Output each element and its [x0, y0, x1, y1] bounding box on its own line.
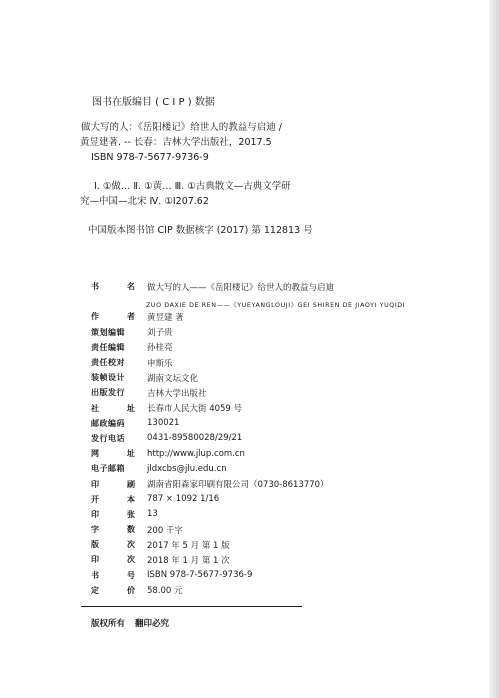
spec-row — [91, 325, 391, 340]
spec-row — [91, 370, 391, 385]
spec-row — [91, 309, 391, 324]
spec-label — [91, 311, 135, 322]
spec-label-char: 开 — [91, 493, 99, 504]
spec-label-char: 名 — [127, 281, 135, 292]
spec-value: 孙桂亮 — [147, 343, 173, 354]
spec-row — [91, 537, 391, 552]
spec-label-char: 刷 — [127, 478, 135, 489]
spec-value: 湖南文坛文化 — [147, 373, 199, 384]
spec-row — [91, 507, 391, 522]
title-pinyin: ZUO DAXIE DE REN——《YUEYANGLOUJI》GEI SHIREN DE JIAOYI YUQIDI — [146, 302, 406, 309]
divider-rule — [81, 606, 302, 607]
spec-value: 13 — [147, 509, 158, 520]
spec-label: 邮政编码 — [91, 417, 125, 428]
cip-entry-title: 做大写的人：《岳阳楼记》给世人的教益与启迪 / — [81, 122, 282, 133]
spec-value: 2017 年 5 月 第 1 版 — [147, 540, 230, 551]
spec-label — [91, 494, 135, 505]
spec-label-char: 社 — [91, 402, 99, 413]
spec-value: 吉林大学出版社 — [147, 388, 207, 399]
spec-row — [91, 552, 391, 567]
spec-label-char: 者 — [127, 311, 135, 322]
spec-row — [91, 431, 391, 446]
spec-label: 电子邮箱 — [91, 463, 125, 474]
spec-row — [91, 340, 391, 355]
spec-value: jldxcbs@jlu.edu.cn — [147, 463, 227, 474]
spec-row — [91, 568, 391, 583]
rights-reserved: 版权所有 — [91, 619, 126, 629]
spec-label-char: 址 — [127, 448, 135, 459]
page-edge-shadow — [489, 0, 499, 698]
spec-value: 130021 — [147, 418, 180, 429]
spec-value: 787 × 1092 1/16 — [147, 494, 220, 505]
spec-label-char: 网 — [91, 448, 99, 459]
spec-label-char: 定 — [91, 584, 99, 595]
piracy-prohibited: 翻印必究 — [135, 619, 170, 629]
cip-heading: 图书在版编目 ( C I P ) 数据 — [92, 97, 215, 108]
spec-value: 0431-89580028/29/21 — [147, 433, 243, 444]
spec-row — [91, 492, 391, 507]
spec-value: ISBN 978-7-5677-9736-9 — [147, 570, 253, 581]
spec-row — [91, 385, 391, 400]
spec-label — [91, 281, 135, 292]
spec-label — [91, 509, 135, 520]
spec-label — [91, 570, 135, 581]
book-specification-table — [91, 279, 391, 598]
spec-value: 刘子贵 — [147, 328, 173, 339]
spec-label: 责任编辑 — [91, 341, 125, 352]
spec-label-char: 作 — [91, 311, 99, 322]
rights-notice — [91, 617, 169, 629]
spec-row — [91, 355, 391, 370]
spec-row — [91, 416, 391, 431]
spec-label-char: 印 — [91, 478, 99, 489]
spec-row — [91, 461, 391, 476]
spec-value: 58.00 元 — [147, 586, 183, 597]
spec-label: 策划编辑 — [91, 326, 125, 337]
spec-label-char: 书 — [91, 569, 99, 580]
spec-label-char: 印 — [91, 508, 99, 519]
cip-record-number: 中国版本图书馆 CIP 数据核字 (2017) 第 112813 号 — [88, 225, 313, 236]
spec-row — [91, 583, 391, 598]
spec-label-char: 址 — [127, 402, 135, 413]
spec-label-char: 版 — [91, 539, 99, 550]
cip-entry-author-publisher: 黄昱建著. -- 长春：吉林大学出版社，2017.5 — [80, 137, 272, 148]
spec-label-char: 字 — [91, 524, 99, 535]
spec-row — [91, 279, 391, 294]
spec-value: http://www.jlup.com.cn — [147, 448, 245, 459]
spec-value: 做大写的人——《岳阳楼记》给世人的教益与启迪 — [147, 282, 335, 293]
spec-label-char: 价 — [127, 584, 135, 595]
cip-classification-line-2: 究—中国—北宋 Ⅳ. ①I207.62 — [80, 196, 209, 207]
spec-label-char: 印 — [91, 554, 99, 565]
spec-label — [91, 585, 135, 596]
spec-label: 出版发行 — [91, 387, 125, 398]
cip-classification-line-1: Ⅰ. ①做… Ⅱ. ①黄… Ⅲ. ①古典散文—古典文学研 — [94, 181, 291, 192]
cip-entry-isbn: ISBN 978-7-5677-9736-9 — [91, 152, 209, 163]
spec-label-char: 张 — [127, 508, 135, 519]
spec-row — [91, 446, 391, 461]
spec-value: 湖南省阳森家印刷有限公司（0730-8613770） — [147, 480, 329, 491]
spec-value: 申斯乐 — [147, 358, 173, 369]
spec-label — [91, 479, 135, 490]
spec-label: 发行电话 — [91, 432, 125, 443]
spec-label — [91, 554, 135, 565]
spec-row — [91, 401, 391, 416]
spec-label-char: 次 — [127, 554, 135, 565]
spec-row — [91, 522, 391, 537]
spec-label — [91, 539, 135, 550]
spec-value: 黄昱建 著 — [147, 312, 184, 323]
spec-label: 装帧设计 — [91, 372, 125, 383]
spec-row — [91, 476, 391, 491]
spec-label: 责任校对 — [91, 357, 125, 368]
spec-label — [91, 524, 135, 535]
spec-value: 2018 年 1 月 第 1 次 — [147, 555, 230, 566]
spec-label-char: 本 — [127, 493, 135, 504]
spec-label-char: 号 — [127, 569, 135, 580]
spec-value: 长春市人民大街 4059 号 — [147, 404, 243, 415]
spec-label — [91, 403, 135, 414]
spec-value: 200 千字 — [147, 525, 183, 536]
spec-label — [91, 448, 135, 459]
spec-label-char: 书 — [91, 281, 99, 292]
spec-label-char: 次 — [127, 539, 135, 550]
spec-label-char: 数 — [127, 524, 135, 535]
